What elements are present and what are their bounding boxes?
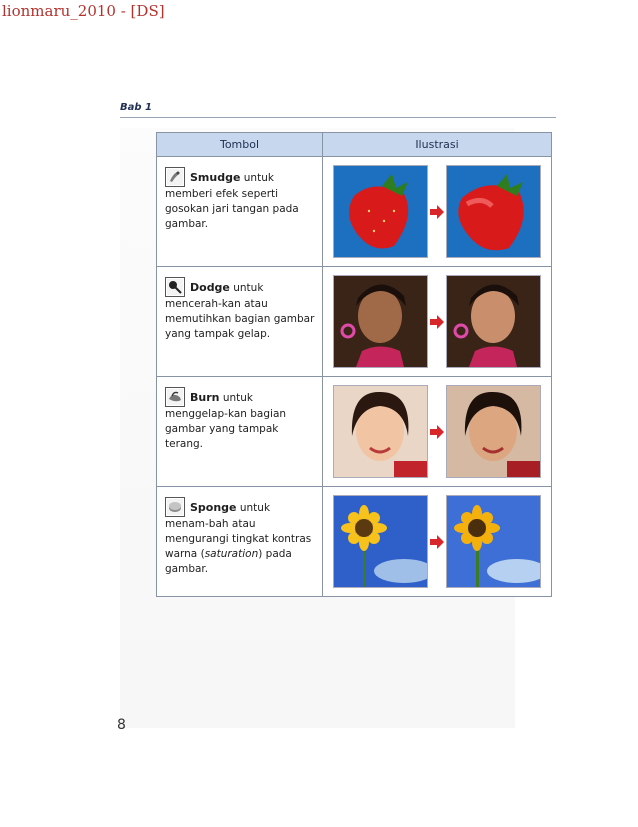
- table-row: [157, 487, 552, 597]
- tools-table: [156, 132, 552, 597]
- tool-name: Sponge: [190, 501, 237, 514]
- burn-icon: [165, 387, 185, 407]
- header-tool: Tombol: [157, 133, 323, 157]
- tool-text: untuk memberi efek seperti gosokan jari tangan pada gambar.: [165, 172, 299, 230]
- girl-before-image: [333, 385, 428, 478]
- arrow-right-icon: [430, 425, 444, 439]
- table-row: [157, 267, 552, 377]
- watermark-text: lionmaru_2010 - [DS]: [2, 2, 165, 20]
- arrow-right-icon: [430, 535, 444, 549]
- woman-before-image: [333, 275, 428, 368]
- tool-text: untuk mencerah-kan atau memutihkan bagian gambar yang tampak gelap.: [165, 282, 315, 340]
- woman-after-image: [446, 275, 541, 368]
- strawberry-after-image: [446, 165, 541, 258]
- illustration-cell: [323, 487, 552, 597]
- tool-name: Dodge: [190, 281, 230, 294]
- table-header-row: [157, 133, 552, 157]
- page-number: 8: [117, 717, 126, 733]
- table-row: [157, 377, 552, 487]
- tool-text: untuk menggelap-kan bagian gambar yang tampak terang.: [165, 392, 287, 450]
- tool-description-cell: [157, 377, 323, 487]
- tool-text: untuk menam-bah atau mengurangi tingkat kontras warna (: [165, 502, 312, 560]
- strawberry-before-image: [333, 165, 428, 258]
- tool-text-italic: saturation: [204, 548, 259, 560]
- arrow-right-icon: [430, 315, 444, 329]
- sunflower-after-image: [446, 495, 541, 588]
- tool-description-cell: [157, 487, 323, 597]
- tool-text: ) pada gambar.: [165, 548, 292, 575]
- illustration-cell: [323, 377, 552, 487]
- tool-description-cell: [157, 267, 323, 377]
- tool-description-cell: [157, 157, 323, 267]
- arrow-right-icon: [430, 205, 444, 219]
- illustration-cell: [323, 267, 552, 377]
- table-row: [157, 157, 552, 267]
- tool-name: Smudge: [190, 171, 241, 184]
- sunflower-before-image: [333, 495, 428, 588]
- smudge-icon: [165, 167, 185, 187]
- sponge-icon: [165, 497, 185, 517]
- chapter-divider: [120, 117, 556, 118]
- tool-name: Burn: [190, 391, 220, 404]
- chapter-label: Bab 1: [120, 102, 152, 113]
- illustration-cell: [323, 157, 552, 267]
- header-illustration: Ilustrasi: [323, 133, 552, 157]
- dodge-icon: [165, 277, 185, 297]
- girl-after-image: [446, 385, 541, 478]
